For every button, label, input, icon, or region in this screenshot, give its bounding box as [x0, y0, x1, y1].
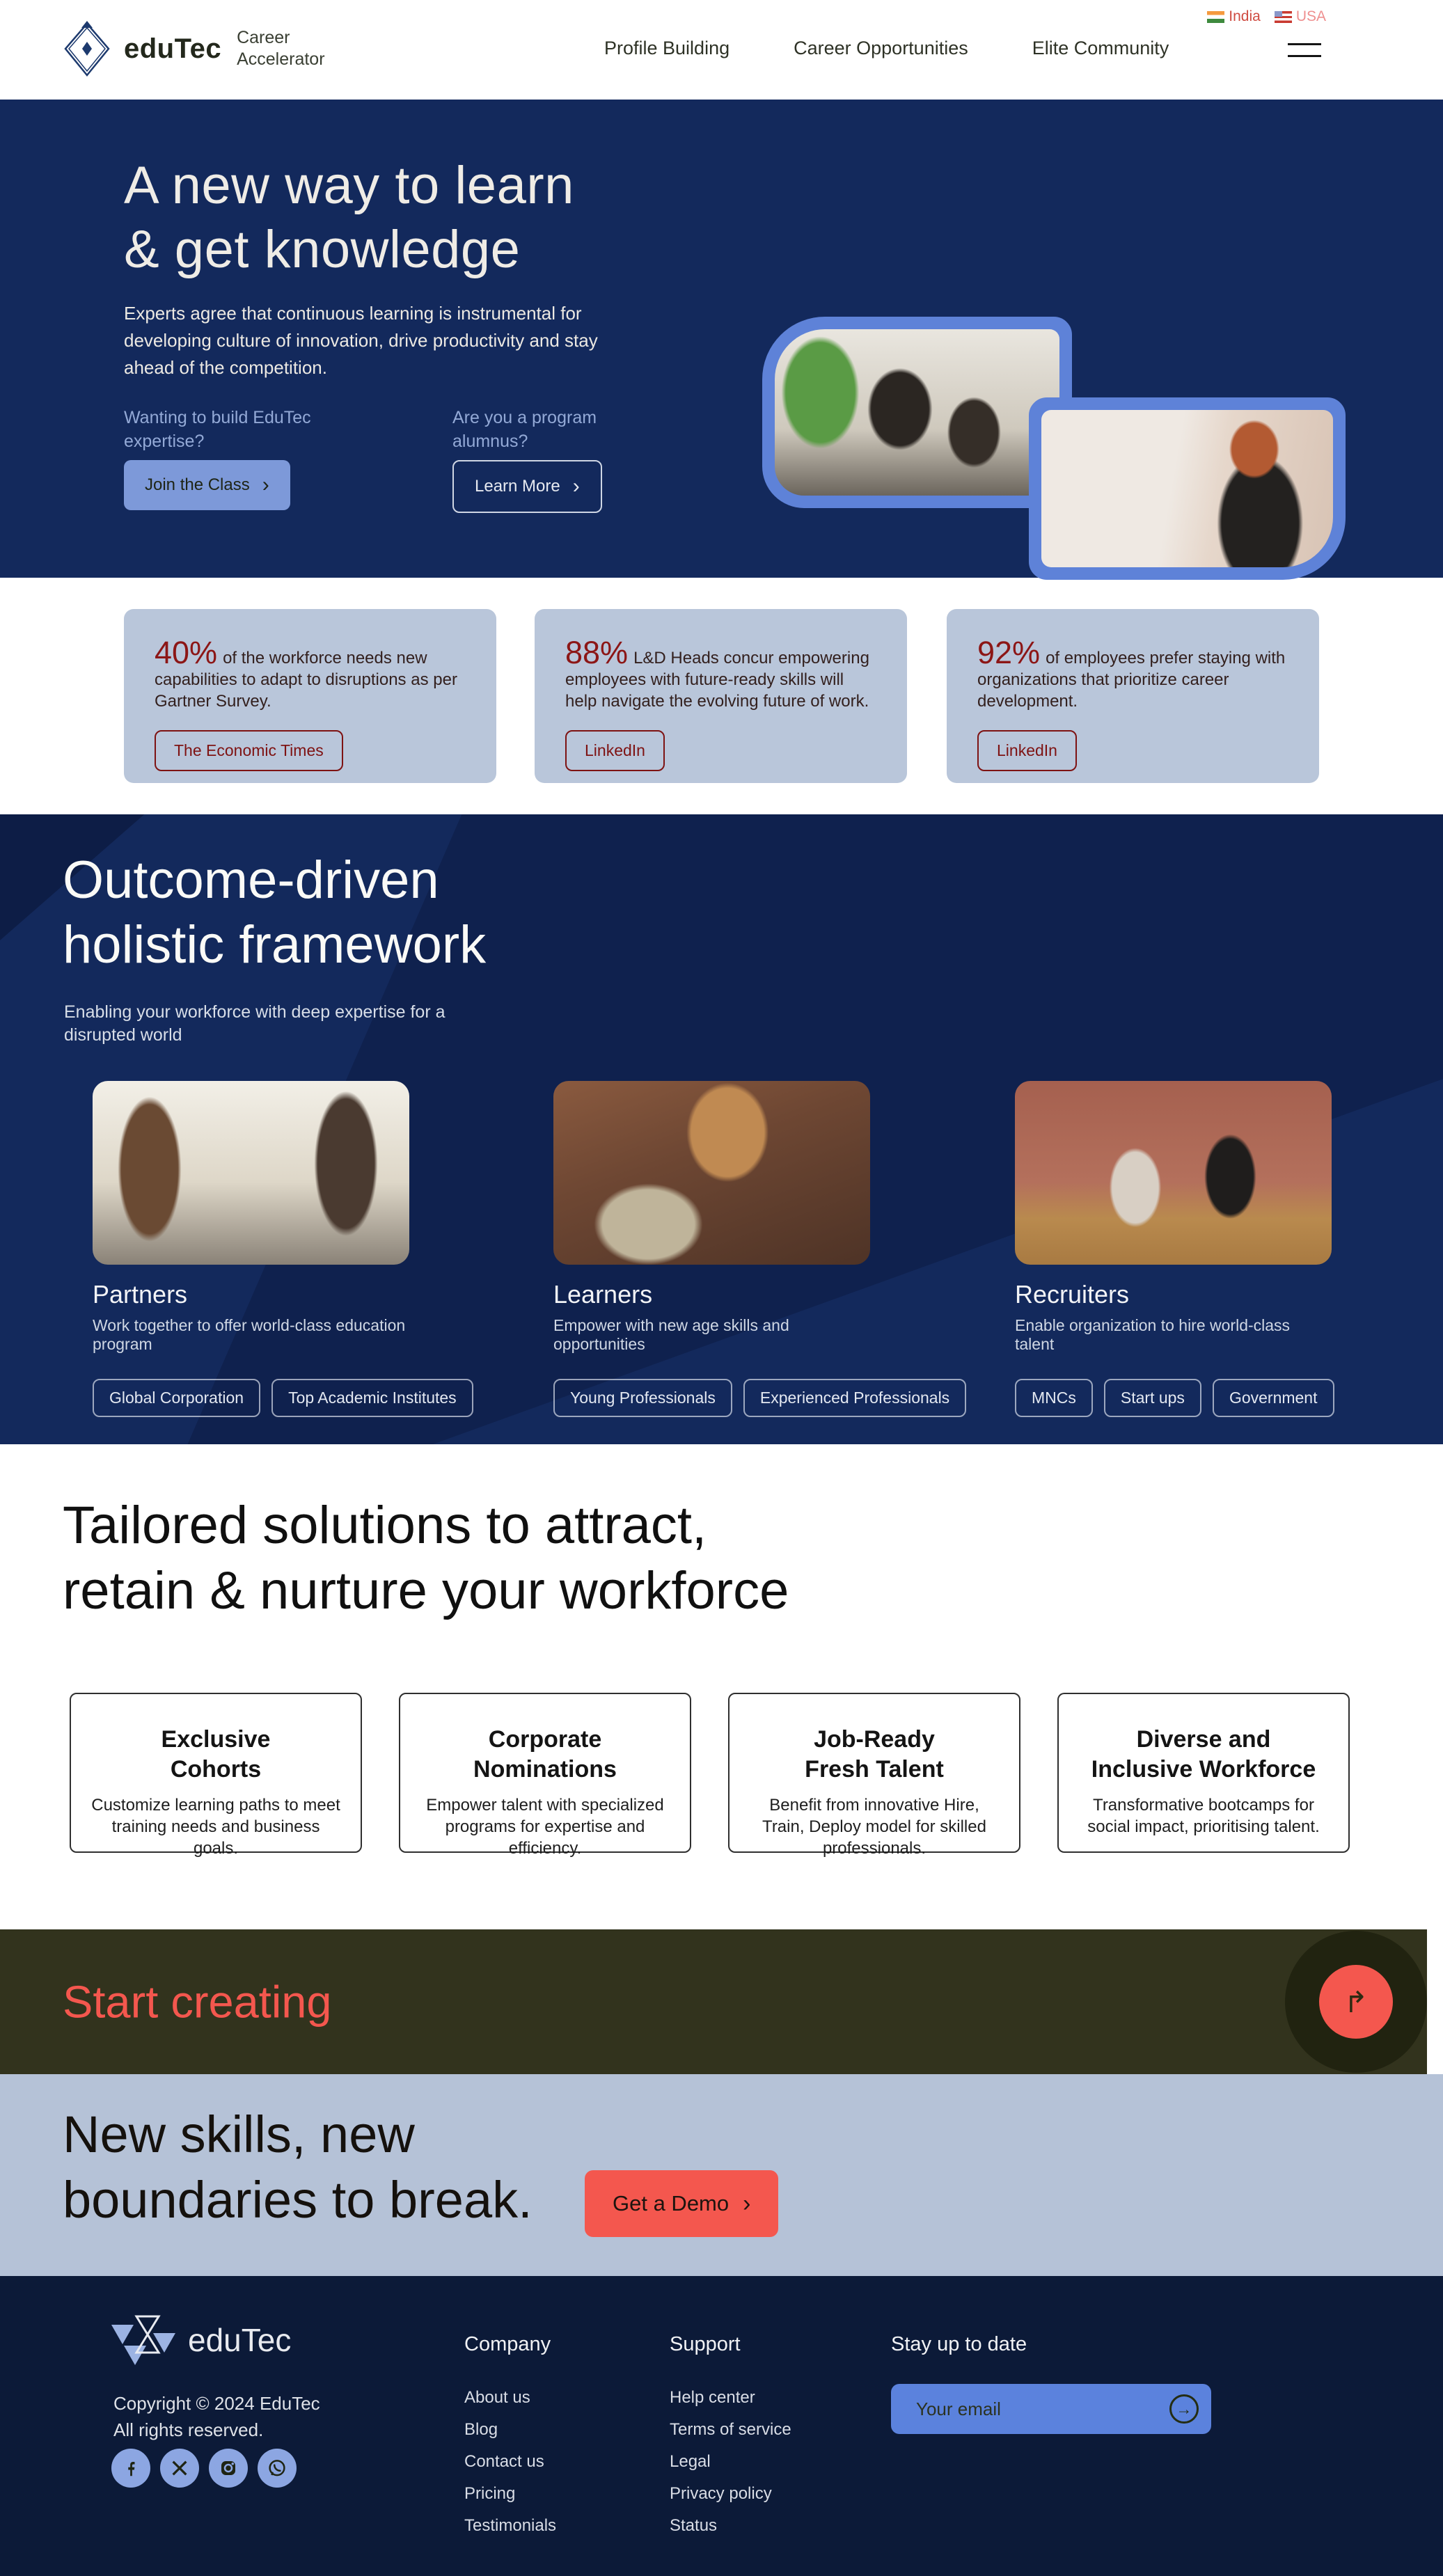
solution-card-body: Transformative bootcamps for social impact, prioritising talent.: [1087, 1796, 1320, 1836]
solutions-section: [0, 1444, 1443, 1929]
logo-wordmark: [124, 33, 221, 65]
start-creating-button[interactable]: [1319, 1965, 1393, 2039]
footer-link-about-us[interactable]: About us: [464, 2388, 530, 2407]
footer-column-support: [670, 2333, 791, 2548]
arrow-up-right-icon: ↱: [1343, 1985, 1369, 2018]
partners-title: Partners: [93, 1280, 188, 1309]
solution-card-body: Empower talent with specialized programs for expertise and efficiency.: [426, 1796, 664, 1858]
logo-text: eduTec: [124, 33, 222, 64]
footer-logo[interactable]: [110, 2312, 291, 2368]
arrow-right-icon: →: [1176, 2399, 1192, 2418]
recruiters-image: [1015, 1081, 1332, 1265]
locale-india[interactable]: [1207, 8, 1261, 25]
partners-subtitle: Work together to offer world-class education program: [93, 1316, 406, 1353]
hero-image-frame-presenter: [1029, 397, 1346, 580]
recruiters-title: Recruiters: [1015, 1280, 1130, 1309]
brand-logo[interactable]: [61, 19, 325, 78]
locale-india-label: India: [1229, 8, 1261, 24]
stat-text: of the workforce needs new capabilities to adapt to disruptions as per Gartner Survey.: [155, 649, 457, 711]
footer-link-blog[interactable]: Blog: [464, 2420, 498, 2439]
locale-switcher: [1207, 8, 1326, 25]
locale-usa[interactable]: [1275, 8, 1326, 25]
hero-title: A new way to learn & get knowledge: [124, 156, 574, 279]
hamburger-menu-icon[interactable]: [1288, 43, 1321, 67]
stat-source-button-linkedin[interactable]: LinkedIn: [565, 730, 665, 771]
newsletter-email-input[interactable]: [891, 2384, 1211, 2434]
social-links: [111, 2449, 297, 2488]
tag-start-ups[interactable]: Start ups: [1104, 1379, 1201, 1417]
stat-card-ld-heads: [535, 609, 907, 783]
partners-image: [93, 1081, 409, 1265]
tag-government[interactable]: Government: [1213, 1379, 1334, 1417]
footer-link-status[interactable]: Status: [670, 2516, 718, 2535]
newsletter-submit-button[interactable]: [1169, 2394, 1199, 2424]
edutec-footer-logo-icon: [110, 2312, 177, 2368]
footer-column-newsletter: [891, 2333, 1211, 2434]
stat-text: L&D Heads concur empowering employees with future-ready skills will help navigate the evolving future of work.: [565, 649, 869, 711]
facebook-icon[interactable]: [111, 2449, 150, 2488]
framework-card-recruiters: [1015, 1081, 1332, 1417]
footer-link-testimonials[interactable]: Testimonials: [464, 2516, 557, 2535]
solution-card-job-ready-fresh-talent: Job-Ready Fresh Talent Benefit from innovative Hire, Train, Deploy model for skilled professionals.: [728, 1693, 1020, 1853]
learn-more-button[interactable]: [452, 460, 602, 513]
india-flag-icon: [1207, 11, 1224, 23]
demo-cta-section: [0, 2074, 1443, 2276]
solution-card-body: Benefit from innovative Hire, Train, Deploy model for skilled professionals.: [762, 1796, 986, 1858]
get-a-demo-button[interactable]: [585, 2170, 778, 2237]
learners-title: Learners: [553, 1280, 653, 1309]
stats-section: [0, 578, 1443, 814]
usa-flag-icon: [1275, 11, 1292, 23]
locale-usa-label: USA: [1295, 8, 1326, 24]
start-creating-banner: [0, 1929, 1427, 2074]
x-twitter-icon[interactable]: [160, 2449, 199, 2488]
solution-card-diverse-inclusive-workforce: Diverse and Inclusive Workforce Transformative bootcamps for social impact, prioritising talent.: [1057, 1693, 1350, 1853]
hero-image-frame-students: [762, 317, 1072, 508]
top-navigation-bar: [0, 0, 1443, 100]
stat-text: of employees prefer staying with organizations that prioritize career development.: [977, 649, 1286, 711]
hero-section: [0, 100, 1443, 578]
get-a-demo-label: Get a Demo: [613, 2191, 730, 2215]
copyright-notice: Copyright © 2024 EduTec All rights reserved.: [113, 2393, 320, 2440]
chevron-right-icon: ›: [262, 473, 269, 496]
footer-link-privacy-policy[interactable]: Privacy policy: [670, 2484, 772, 2503]
tag-young-professionals[interactable]: Young Professionals: [553, 1379, 732, 1417]
hero-image-students-studying: [775, 329, 1059, 496]
stat-percent: 92%: [977, 635, 1041, 670]
edutec-diamond-logo-icon: [61, 19, 113, 78]
solution-card-corporate-nominations: Corporate Nominations Empower talent with specialized programs for expertise and efficiency.: [399, 1693, 691, 1853]
tag-mncs[interactable]: MNCs: [1015, 1379, 1093, 1417]
tag-top-academic-institutes[interactable]: Top Academic Institutes: [271, 1379, 473, 1417]
footer-link-terms-of-service[interactable]: Terms of service: [670, 2420, 791, 2439]
stat-card-career-development: [947, 609, 1319, 783]
solutions-title: Tailored solutions to attract, retain & nurture your workforce: [63, 1496, 789, 1620]
footer-link-legal[interactable]: Legal: [670, 2452, 711, 2471]
demo-title: New skills, new boundaries to break.: [63, 2105, 533, 2229]
footer-heading-stay-up-to-date: Stay up to date: [891, 2333, 1027, 2355]
footer-link-help-center[interactable]: Help center: [670, 2388, 755, 2407]
learners-subtitle: Empower with new age skills and opportunities: [553, 1316, 789, 1353]
framework-card-partners: [93, 1081, 457, 1417]
footer-heading-support: Support: [670, 2333, 741, 2355]
stat-percent: 88%: [565, 635, 629, 670]
main-nav: [604, 38, 1169, 59]
start-creating-ring: [1285, 1931, 1427, 2073]
framework-subtitle: Enabling your workforce with deep expertise for a disrupted world: [64, 1002, 445, 1045]
join-the-class-label: Join the Class: [145, 475, 250, 494]
solution-card-body: Customize learning paths to meet training needs and business goals.: [91, 1796, 340, 1858]
hero-question-expertise: Wanting to build EduTec expertise?: [124, 408, 311, 451]
stat-source-button-economic-times[interactable]: The Economic Times: [155, 730, 343, 771]
tag-experienced-professionals[interactable]: Experienced Professionals: [743, 1379, 966, 1417]
footer-heading-company: Company: [464, 2333, 551, 2355]
footer-link-contact-us[interactable]: Contact us: [464, 2452, 544, 2471]
tag-global-corporation[interactable]: Global Corporation: [93, 1379, 260, 1417]
footer-link-pricing[interactable]: Pricing: [464, 2484, 516, 2503]
hero-image-woman-presenting: [1041, 410, 1333, 567]
footer-logo-text: eduTec: [188, 2322, 292, 2358]
stat-percent: 40%: [155, 635, 218, 670]
hero-question-alumnus: Are you a program alumnus?: [452, 408, 597, 451]
chevron-right-icon: ›: [572, 475, 580, 498]
whatsapp-icon[interactable]: [258, 2449, 297, 2488]
framework-card-learners: [553, 1081, 950, 1417]
recruiters-subtitle: Enable organization to hire world-class talent: [1015, 1316, 1291, 1353]
stat-card-gartner: [124, 609, 496, 783]
nav-item-career-opportunities[interactable]: Career Opportunities: [794, 38, 968, 58]
chevron-right-icon: ›: [743, 2190, 751, 2217]
learners-image: [553, 1081, 870, 1265]
learn-more-label: Learn More: [475, 477, 560, 496]
nav-item-elite-community[interactable]: Elite Community: [1032, 38, 1169, 58]
framework-section: [0, 814, 1443, 1444]
start-creating-title: Start creating: [63, 1976, 332, 2028]
stat-source-button-linkedin[interactable]: LinkedIn: [977, 730, 1077, 771]
hero-description: Experts agree that continuous learning is instrumental for developing culture of innovation, drive productivity and stay ahead of the competition.: [124, 303, 598, 378]
footer: [0, 2276, 1443, 2576]
join-the-class-button[interactable]: [124, 460, 290, 510]
framework-title: Outcome-driven holistic framework: [63, 851, 487, 974]
nav-item-profile-building[interactable]: Profile Building: [604, 38, 730, 58]
footer-column-company: [464, 2333, 556, 2548]
solution-card-exclusive-cohorts: Exclusive Cohorts Customize learning paths to meet training needs and business goals.: [70, 1693, 362, 1853]
instagram-icon[interactable]: [209, 2449, 248, 2488]
logo-tagline: Career Accelerator: [237, 28, 325, 69]
